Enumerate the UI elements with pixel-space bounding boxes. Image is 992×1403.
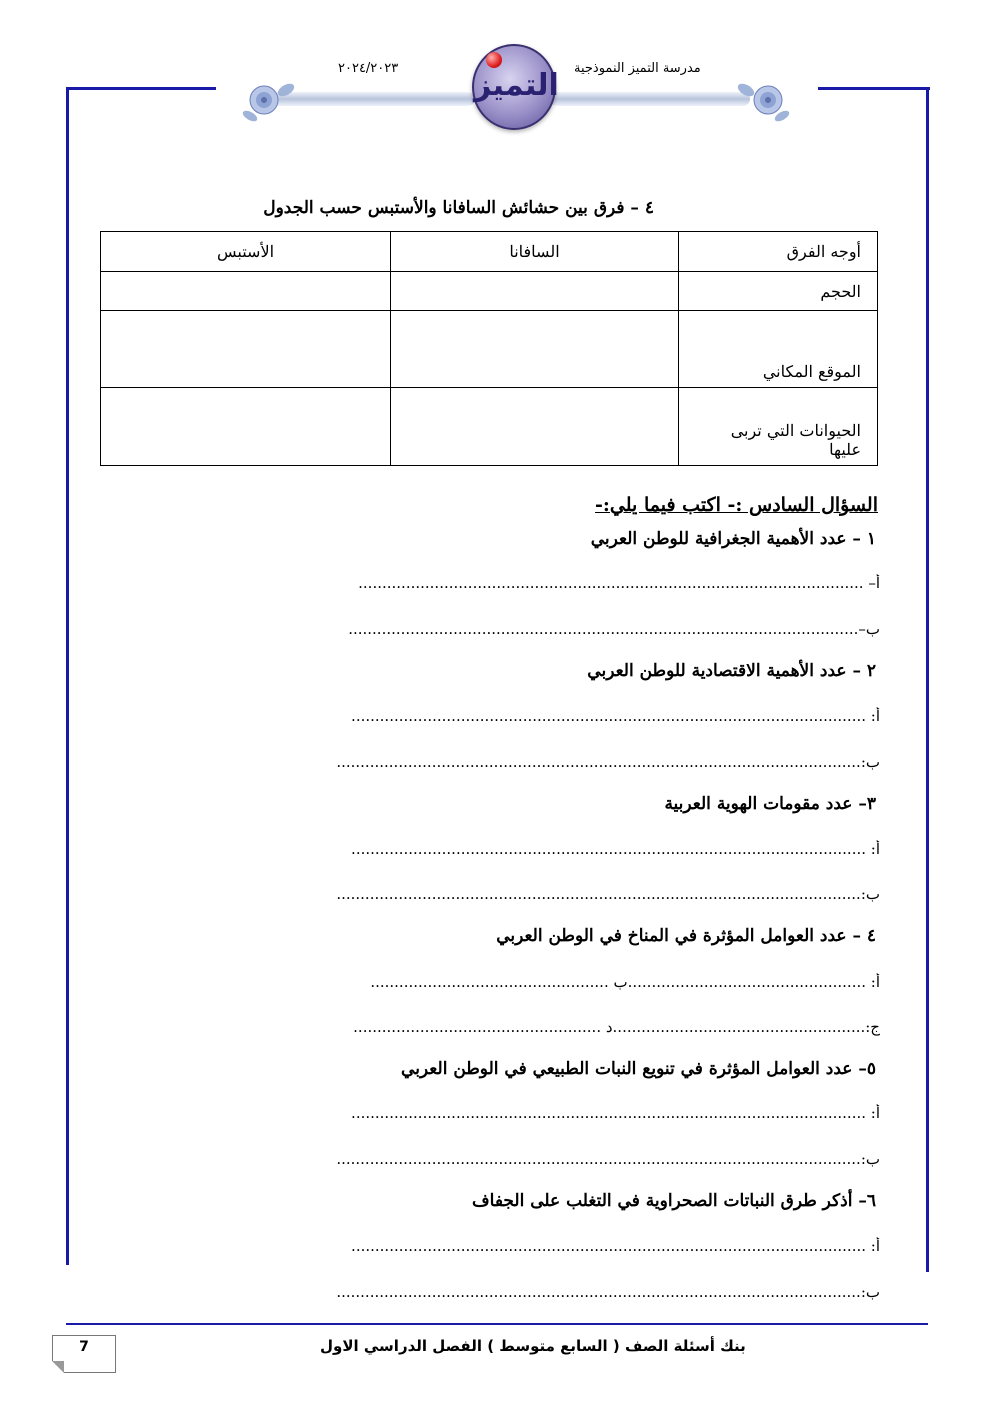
- question-text: ١ – عدد الأهمية الجغرافية للوطن العربي: [590, 529, 876, 549]
- header-steppe: الأستبس: [101, 232, 391, 272]
- answer-line[interactable]: ب–...........................................................................................................: [348, 620, 880, 638]
- question4-title: ٤ – فرق بين حشائش السافانا والأستبس حسب الجدول: [263, 198, 654, 218]
- answer-line[interactable]: ب:..............................................................................................................: [336, 753, 880, 771]
- flower-right-icon: [734, 76, 790, 122]
- answer-line[interactable]: أ: ............................................................................................................: [351, 707, 880, 725]
- table-row: [101, 311, 878, 388]
- answer-line[interactable]: أ: ............................................................................................................: [351, 1237, 880, 1255]
- row-savanna-cell[interactable]: [391, 311, 679, 388]
- page-number-box: [52, 1335, 116, 1373]
- frame-left: [66, 87, 69, 1265]
- row-savanna-cell[interactable]: [391, 388, 679, 466]
- header-aspect: أوجه الفرق: [679, 232, 878, 272]
- row-aspect: الموقع المكاني: [679, 311, 878, 388]
- logo-text: التميز: [474, 68, 559, 103]
- question-text: ٦– أذكر طرق النباتات الصحراوية في التغلب على الجفاف: [472, 1191, 876, 1211]
- row-aspect: الحجم: [679, 272, 878, 311]
- flower-left-icon: [242, 76, 298, 122]
- frame-right: [926, 87, 929, 1272]
- answer-line[interactable]: أ: ............................................................................................................: [351, 840, 880, 858]
- table-row: [101, 272, 878, 311]
- table-row: [101, 388, 878, 466]
- row-steppe-cell[interactable]: [101, 272, 391, 311]
- question-text: ٢ – عدد الأهمية الاقتصادية للوطن العربي: [587, 661, 876, 681]
- decorative-bar-left: [270, 92, 475, 106]
- section6-title: السؤال السادس :- اكتب فيما يلي:-: [595, 494, 878, 516]
- question-text: ٤ – عدد العوامل المؤثرة في المناخ في الوطن العربي: [496, 926, 876, 946]
- decorative-bar-right: [550, 92, 750, 106]
- frame-top-left: [66, 87, 216, 90]
- answer-line[interactable]: أ– ..........................................................................................................: [358, 574, 880, 592]
- question-text: ٥– عدد العوامل المؤثرة في تنويع النبات الطبيعي في الوطن العربي: [401, 1059, 876, 1079]
- row-steppe-cell[interactable]: [101, 311, 391, 388]
- page-fold-icon: [52, 1361, 64, 1373]
- footer-divider: [66, 1323, 928, 1325]
- footer-text: بنك أسئلة الصف ( السابع متوسط ) الفصل الدراسي الاول: [320, 1337, 746, 1355]
- row-aspect: الحيوانات التي تربى عليها: [679, 388, 878, 466]
- row-steppe-cell[interactable]: [101, 388, 391, 466]
- answer-line[interactable]: أ: ..................................................ب ..................................................: [370, 973, 880, 991]
- answer-line[interactable]: ب:..............................................................................................................: [336, 885, 880, 903]
- answer-line[interactable]: ب:..............................................................................................................: [336, 1283, 880, 1301]
- question-text: ٣– عدد مقومات الهوية العربية: [664, 794, 876, 814]
- school-name: مدرسة التميز النموذجية: [574, 61, 701, 76]
- page-number: 7: [79, 1339, 89, 1355]
- school-logo: [472, 44, 559, 130]
- comparison-table: [100, 231, 878, 466]
- table-header-row: [101, 232, 878, 272]
- logo-dot-icon: [486, 52, 502, 68]
- answer-line[interactable]: ب:..............................................................................................................: [336, 1150, 880, 1168]
- frame-top-right: [818, 87, 930, 90]
- header-savanna: السافانا: [391, 232, 679, 272]
- answer-line[interactable]: أ: ............................................................................................................: [351, 1104, 880, 1122]
- answer-line[interactable]: ج:.....................................................د ....................................................: [353, 1018, 880, 1036]
- row-savanna-cell[interactable]: [391, 272, 679, 311]
- year-label: ٢٠٢٤/٢٠٢٣: [338, 61, 399, 76]
